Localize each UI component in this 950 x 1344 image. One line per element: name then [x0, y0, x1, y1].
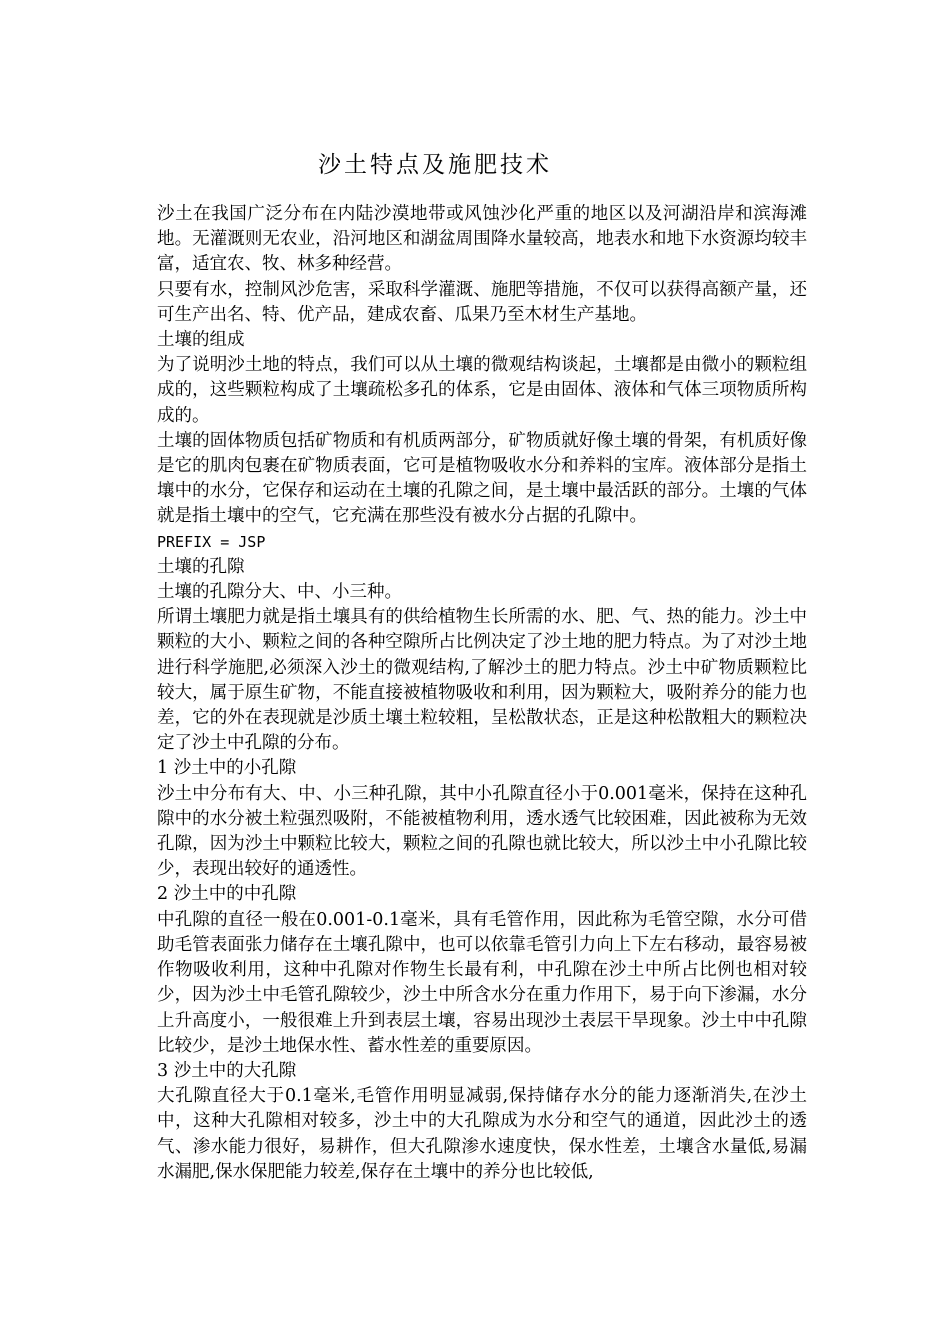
paragraph-pore-types: 土壤的孔隙分大、中、小三种。 [157, 582, 402, 603]
paragraph-fertility: 所谓土壤肥力就是指土壤具有的供给植物生长所需的水、肥、气、热的能力。沙土中颗粒的大小、颗粒之间的各种空隙所占比例决定了沙土地的肥力特点。为了对沙土地进行科学施肥,必须深入沙土的微观结构,了解沙土的肥力特点。沙土中矿物质颗粒比较大，属于原生矿物，不能直接被植物吸收和利用，因为颗粒大，吸附养分的能力也差，它的外在表现就是沙质土壤土粒较粗，呈松散状态，正是这种松散粗大的颗粒决定了沙土中孔隙的分布。 [157, 607, 807, 754]
paragraph-water: 只要有水，控制风沙危害，采取科学灌溉、施肥等措施，不仅可以获得高额产量，还可生产出名、特、优产品，建成农畜、瓜果乃至木材生产基地。 [157, 279, 807, 325]
section-heading-large-pores: 3 沙土中的大孔隙 [157, 1060, 297, 1081]
paragraph-solid-liquid-gas: 土壤的固体物质包括矿物质和有机质两部分，矿物质就好像土壤的骨架，有机质好像是它的肌肉包裹在矿物质表面，它可是植物吸收水分和养料的宝库。液体部分是指土壤中的水分，它保存和运动在土壤的孔隙之间，是土壤中最活跃的部分。土壤的气体就是指土壤中的空气，它充满在那些没有被水分占据的孔隙中。 [157, 430, 807, 527]
section-heading-small-pores: 1 沙土中的小孔隙 [157, 758, 297, 779]
prefix-line: PREFIX = JSP [157, 532, 266, 551]
paragraph-small-pores: 沙土中分布有大、中、小三种孔隙，其中小孔隙直径小于0.001毫米，保持在这种孔隙中的水分被土粒强烈吸附，不能被植物利用，透水透气比较困难，因此被称为无效孔隙，因为沙土中颗粒比较大，颗粒之间的孔隙也就比较大，所以沙土中小孔隙比较少，表现出较好的通透性。 [157, 783, 807, 880]
document-title: 沙土特点及施肥技术 [318, 152, 552, 178]
paragraph-medium-pores: 中孔隙的直径一般在0.001-0.1毫米，具有毛管作用，因此称为毛管空隙，水分可借助毛管表面张力储存在土壤孔隙中，也可以依靠毛管引力向上下左右移动，最容易被作物吸收利用，这种中孔隙对作物生长最有利，中孔隙在沙土中所占比例也相对较少，因为沙土中毛管孔隙较少，沙土中所含水分在重力作用下，易于向下渗漏，水分上升高度小，一般很难上升到表层土壤，容易出现沙土表层干旱现象。沙土中中孔隙比较少，是沙土地保水性、蓄水性差的重要原因。 [157, 909, 807, 1056]
section-heading-composition: 土壤的组成 [157, 330, 245, 351]
paragraph-microstructure: 为了说明沙土地的特点，我们可以从土壤的微观结构谈起，土壤都是由微小的颗粒组成的，这些颗粒构成了土壤疏松多孔的体系，它是由固体、液体和气体三项物质所构成的。 [157, 355, 807, 426]
section-heading-medium-pores: 2 沙土中的中孔隙 [157, 884, 297, 905]
paragraph-intro: 沙土在我国广泛分布在内陆沙漠地带或风蚀沙化严重的地区以及河湖沿岸和滨海滩地。无灌溉则无农业，沿河地区和湖盆周围降水量较高，地表水和地下水资源均较丰富，适宜农、牧、林多种经营。 [157, 204, 807, 275]
document-body [157, 202, 807, 1185]
paragraph-large-pores: 大孔隙直径大于0.1毫米,毛管作用明显减弱,保持储存水分的能力逐渐消失,在沙土中，这种大孔隙相对较多，沙土中的大孔隙成为水分和空气的通道，因此沙土的透气、渗水能力很好，易耕作，但大孔隙渗水速度快，保水性差，土壤含水量低,易漏水漏肥,保水保肥能力较差,保存在土壤中的养分也比较低, [157, 1086, 807, 1182]
section-heading-pores: 土壤的孔隙 [157, 556, 245, 577]
